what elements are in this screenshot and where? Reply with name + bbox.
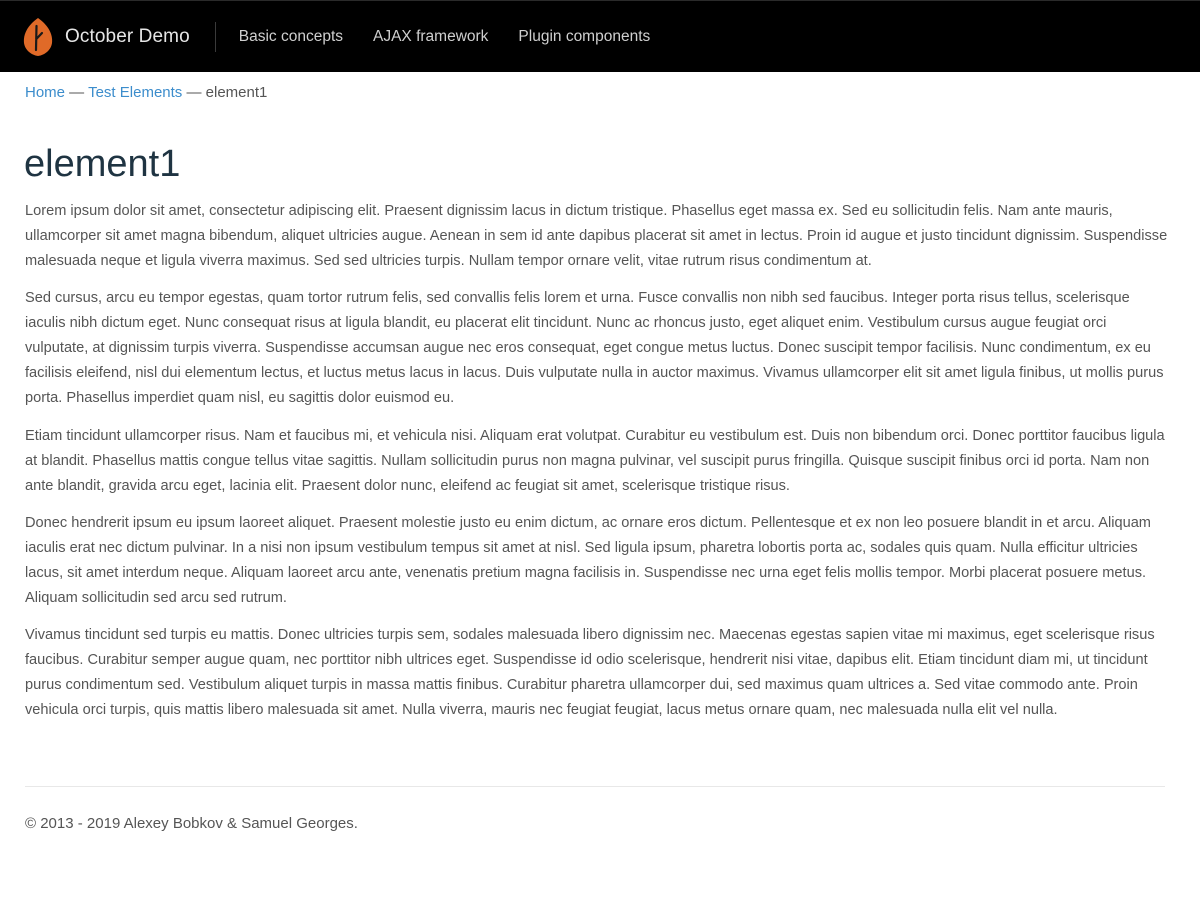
breadcrumb-separator: — bbox=[65, 84, 89, 101]
footer-copyright: © 2013 - 2019 Alexey Bobkov & Samuel Georges. bbox=[25, 815, 358, 832]
footer-divider bbox=[25, 786, 1165, 787]
breadcrumb-test-elements-link[interactable]: Test Elements bbox=[88, 84, 183, 101]
nav-link-basic-concepts[interactable]: Basic concepts bbox=[238, 27, 343, 45]
content-paragraph: Donec hendrerit ipsum eu ipsum laoreet aliquet. Praesent molestie justo eu enim dictum, ac ornare eros dictum. Pellentesque et ex non leo posuere blandit in et arcu. Aliquam iaculis erat nec dictum pulvinar. In a nisi non ipsum vestibulum tempus sit amet at nisl. Sed ligula ipsum, pharetra lobortis porta ac, sodales quis quam. Nulla efficitur ultricies lacus, sit amet interdum neque. Aliquam laoreet arcu ante, venenatis pretium magna facilisis in. Suspendisse nec urna eget felis mollis tempor. Morbi placerat posuere metus. Aliquam sollicitudin sed arcu sed rutrum. bbox=[25, 514, 1151, 606]
breadcrumb bbox=[25, 84, 267, 101]
content-paragraph: Etiam tincidunt ullamcorper risus. Nam et faucibus mi, et vehicula nisi. Aliquam erat volutpat. Curabitur eu vestibulum est. Duis non bibendum orci. Donec porttitor faucibus ligula at blandit. Phasellus mattis congue tellus vitae sagittis. Nullam sollicitudin purus non magna pulvinar, vel suscipit purus fringilla. Quisque suscipit finibus orci id porta. Nam non ante blandit, gravida arcu eget, lacinia elit. Praesent dolor nunc, eleifend ac feugiat sit amet, scelerisque tristique risus. bbox=[25, 427, 1165, 494]
nav-link-plugin-components[interactable]: Plugin components bbox=[518, 27, 651, 45]
content-paragraph: Vivamus tincidunt sed turpis eu mattis. Donec ultricies turpis sem, sodales malesuada libero dignissim nec. Maecenas egestas sapien vitae mi maximus, eget scelerisque risus faucibus. Curabitur semper augue quam, nec porttitor nibh ultrices eget. Suspendisse id odio scelerisque, hendrerit nisi vitae, dapibus elit. Etiam tincidunt diam mi, ut tincidunt purus condimentum sed. Vestibulum aliquet turpis in massa mattis finibus. Curabitur pharetra ullamcorper dui, sed maximus quam ultrices a. Sed vitae commodo ante. Proin vehicula orci turpis, quis mattis libero malesuada sit amet. Nulla viverra, mauris nec feugiat feugiat, lacus metus ornare quam, nec malesuada nulla elit vel nulla. bbox=[25, 627, 1155, 719]
breadcrumb-separator: — bbox=[182, 84, 206, 101]
page-content bbox=[25, 199, 1170, 735]
october-leaf-logo-icon bbox=[22, 17, 54, 57]
brand-link[interactable] bbox=[0, 22, 216, 52]
main-nav bbox=[224, 28, 666, 46]
content-paragraph: Lorem ipsum dolor sit amet, consectetur adipiscing elit. Praesent dignissim lacus in dictum tristique. Phasellus eget massa ex. Sed eu sollicitudin felis. Nam ante mauris, ullamcorper sit amet magna bibendum, aliquet ultricies augue. Aenean in sem id ante dapibus placerat sit amet in lectus. Proin id augue et justo tincidunt dignissim. Suspendisse malesuada neque et ligula viverra maximus. Sed sed ultricies turpis. Nullam tempor ornare velit, vitae rutrum risus condimentum at. bbox=[25, 203, 1168, 269]
brand-name: October Demo bbox=[65, 25, 190, 47]
breadcrumb-current: element1 bbox=[205, 84, 268, 101]
nav-link-ajax-framework[interactable]: AJAX framework bbox=[373, 27, 489, 45]
page-title: element1 bbox=[24, 143, 181, 185]
breadcrumb-home-link[interactable]: Home bbox=[25, 84, 66, 101]
top-navbar bbox=[0, 0, 1200, 72]
content-paragraph: Sed cursus, arcu eu tempor egestas, quam tortor rutrum felis, sed convallis felis lorem et urna. Fusce convallis non nibh sed faucibus. Integer porta risus tellus, scelerisque iaculis nibh dictum eget. Nunc consequat risus at ligula blandit, eu placerat elit tincidunt. Nunc ac rhoncus justo, eget aliquet enim. Vestibulum cursus augue feugiat orci vulputate, at dignissim turpis viverra. Suspendisse accumsan augue nec eros consequat, eget congue metus luctus. Donec suscipit tempor facilisis. Nunc condimentum, ex eu facilisis eleifend, nisl dui elementum lectus, et luctus metus lacus in lacus. Duis vulputate nulla in auctor maximus. Vivamus ullamcorper elit sit amet ligula finibus, ut mollis purus porta. Phasellus imperdiet quam nisl, eu sagittis dolor euismod eu. bbox=[25, 290, 1164, 407]
